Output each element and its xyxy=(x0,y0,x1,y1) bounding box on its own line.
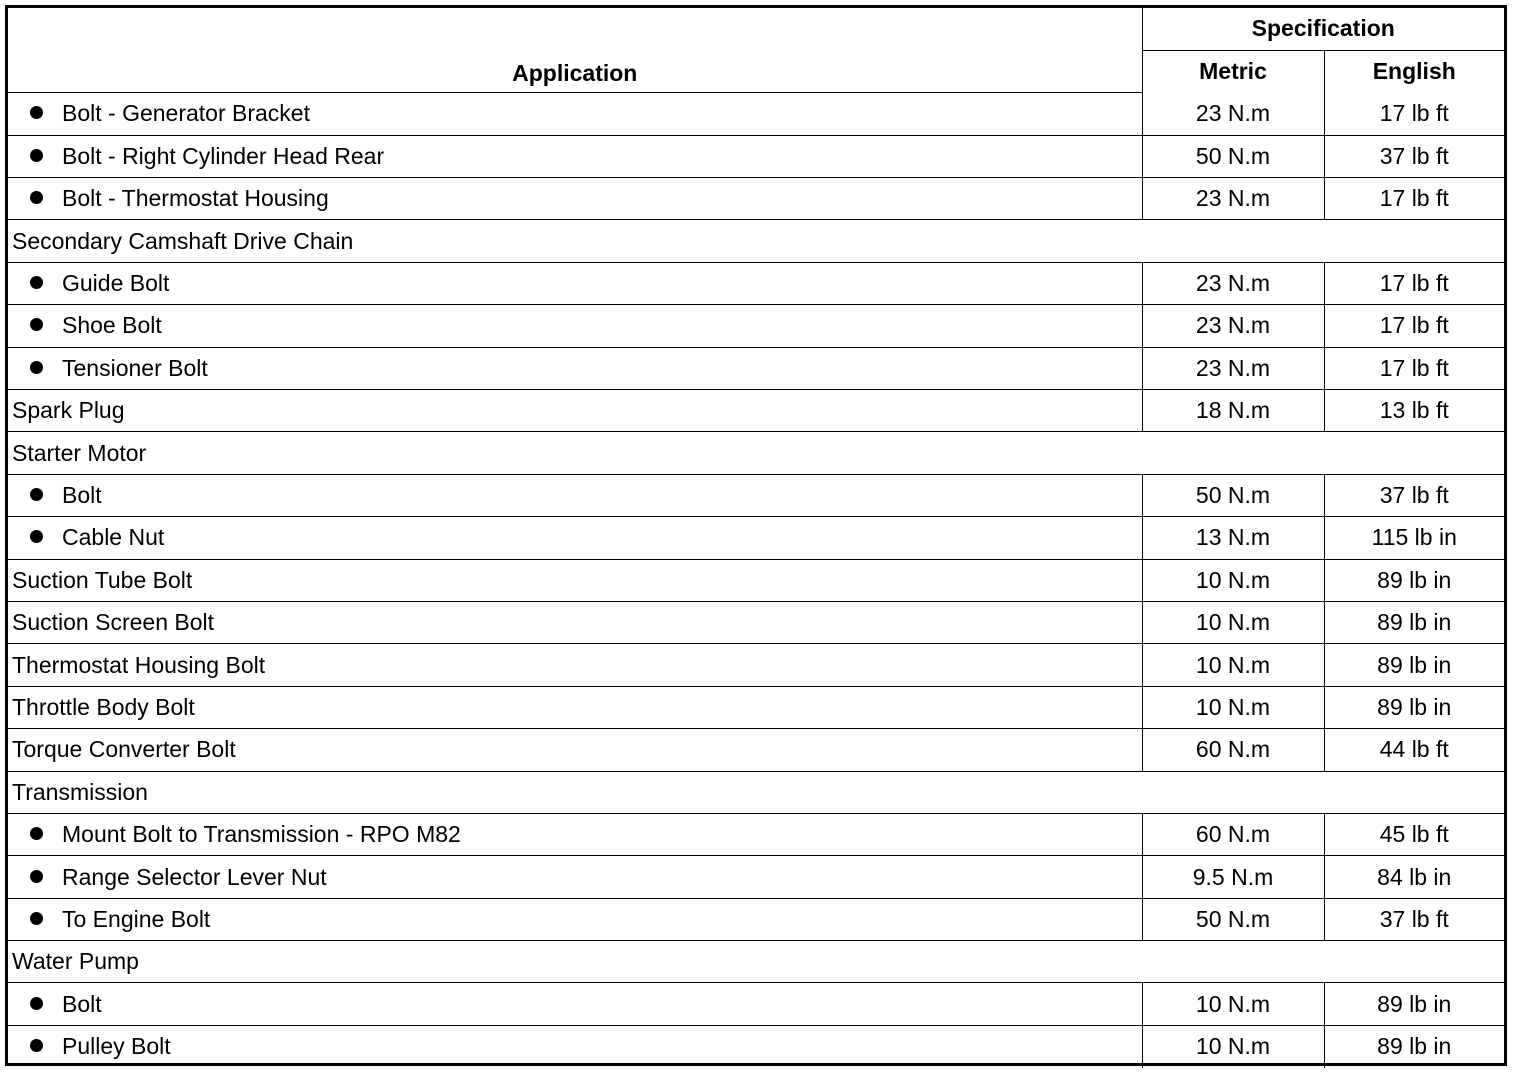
group-row xyxy=(8,941,1504,983)
english-value: 89 lb in xyxy=(1324,559,1504,601)
table-row xyxy=(8,93,1504,135)
metric-value: 10 N.m xyxy=(1142,1025,1324,1067)
english-value: 44 lb ft xyxy=(1324,729,1504,771)
bullet-icon xyxy=(30,149,43,162)
application-cell xyxy=(8,601,1142,643)
application-cell xyxy=(8,135,1142,177)
metric-value: 9.5 N.m xyxy=(1142,856,1324,898)
application-label: Thermostat Housing Bolt xyxy=(12,651,266,678)
metric-value: 10 N.m xyxy=(1142,983,1324,1025)
english-value: 89 lb in xyxy=(1324,1025,1504,1067)
application-cell xyxy=(8,93,1142,135)
bullet-icon xyxy=(30,318,43,331)
spec-table-frame xyxy=(5,5,1507,1066)
metric-value: 60 N.m xyxy=(1142,813,1324,855)
table-row xyxy=(8,813,1504,855)
application-cell xyxy=(8,1025,1142,1067)
metric-value: 18 N.m xyxy=(1142,390,1324,432)
table-row xyxy=(8,856,1504,898)
application-label: Bolt - Thermostat Housing xyxy=(62,185,329,212)
application-label: Bolt - Right Cylinder Head Rear xyxy=(62,142,385,169)
bullet-icon xyxy=(30,1039,43,1052)
application-cell xyxy=(8,813,1142,855)
english-value: 17 lb ft xyxy=(1324,262,1504,304)
application-cell xyxy=(8,262,1142,304)
table-row xyxy=(8,559,1504,601)
english-value: 84 lb in xyxy=(1324,856,1504,898)
application-label: Bolt xyxy=(62,990,102,1017)
application-label: Cable Nut xyxy=(62,524,165,551)
application-header: Application xyxy=(8,8,1142,93)
english-value: 37 lb ft xyxy=(1324,898,1504,940)
table-row xyxy=(8,1025,1504,1067)
bullet-icon xyxy=(30,276,43,289)
english-value: 17 lb ft xyxy=(1324,93,1504,135)
table-row xyxy=(8,729,1504,771)
application-label: Shoe Bolt xyxy=(62,312,162,339)
english-header: English xyxy=(1324,50,1504,92)
english-value: 45 lb ft xyxy=(1324,813,1504,855)
bullet-icon xyxy=(30,488,43,501)
english-value: 37 lb ft xyxy=(1324,135,1504,177)
bullet-icon xyxy=(30,106,43,119)
application-cell xyxy=(8,220,1504,262)
group-row xyxy=(8,771,1504,813)
metric-value: 10 N.m xyxy=(1142,559,1324,601)
metric-value: 60 N.m xyxy=(1142,729,1324,771)
bullet-icon xyxy=(30,361,43,374)
metric-value: 10 N.m xyxy=(1142,644,1324,686)
application-cell xyxy=(8,644,1142,686)
metric-header: Metric xyxy=(1142,50,1324,92)
group-row xyxy=(8,432,1504,474)
bullet-icon xyxy=(30,870,43,883)
application-label: Torque Converter Bolt xyxy=(12,736,236,763)
application-cell xyxy=(8,729,1142,771)
application-label: Secondary Camshaft Drive Chain xyxy=(12,227,354,254)
application-cell xyxy=(8,856,1142,898)
application-label: Transmission xyxy=(12,778,148,805)
table-row xyxy=(8,686,1504,728)
table-row xyxy=(8,474,1504,516)
metric-value: 23 N.m xyxy=(1142,262,1324,304)
table-row xyxy=(8,644,1504,686)
metric-value: 10 N.m xyxy=(1142,601,1324,643)
application-cell xyxy=(8,898,1142,940)
application-label: Starter Motor xyxy=(12,439,147,466)
english-value: 17 lb ft xyxy=(1324,178,1504,220)
table-row xyxy=(8,517,1504,559)
table-row xyxy=(8,178,1504,220)
application-cell xyxy=(8,517,1142,559)
bullet-icon xyxy=(30,997,43,1010)
application-label: Pulley Bolt xyxy=(62,1033,171,1060)
application-label: Suction Tube Bolt xyxy=(12,566,193,593)
application-cell xyxy=(8,432,1504,474)
english-value: 17 lb ft xyxy=(1324,347,1504,389)
application-cell xyxy=(8,559,1142,601)
metric-value: 50 N.m xyxy=(1142,135,1324,177)
table-row xyxy=(8,983,1504,1025)
application-label: Suction Screen Bolt xyxy=(12,609,215,636)
header-row-1 xyxy=(8,8,1504,50)
bullet-icon xyxy=(30,530,43,543)
english-value: 89 lb in xyxy=(1324,644,1504,686)
application-cell xyxy=(8,390,1142,432)
application-label: Guide Bolt xyxy=(62,270,170,297)
metric-value: 50 N.m xyxy=(1142,898,1324,940)
metric-value: 23 N.m xyxy=(1142,93,1324,135)
bullet-icon xyxy=(30,912,43,925)
metric-value: 23 N.m xyxy=(1142,305,1324,347)
english-value: 89 lb in xyxy=(1324,686,1504,728)
table-row xyxy=(8,135,1504,177)
application-label: Bolt xyxy=(62,481,102,508)
application-cell xyxy=(8,305,1142,347)
application-label: Tensioner Bolt xyxy=(62,354,208,381)
table-row xyxy=(8,305,1504,347)
application-label: Bolt - Generator Bracket xyxy=(62,100,310,127)
metric-value: 23 N.m xyxy=(1142,347,1324,389)
specification-header: Specification xyxy=(1142,8,1504,50)
table-row xyxy=(8,262,1504,304)
application-label: Water Pump xyxy=(12,948,139,975)
table-row xyxy=(8,390,1504,432)
application-label: Spark Plug xyxy=(12,397,125,424)
table-row xyxy=(8,601,1504,643)
application-cell xyxy=(8,941,1504,983)
application-cell xyxy=(8,771,1504,813)
english-value: 115 lb in xyxy=(1324,517,1504,559)
english-value: 89 lb in xyxy=(1324,983,1504,1025)
application-cell xyxy=(8,474,1142,516)
english-value: 37 lb ft xyxy=(1324,474,1504,516)
table-body xyxy=(8,93,1504,1068)
metric-value: 13 N.m xyxy=(1142,517,1324,559)
table-row xyxy=(8,347,1504,389)
english-value: 17 lb ft xyxy=(1324,305,1504,347)
application-label: Range Selector Lever Nut xyxy=(62,863,327,890)
application-cell xyxy=(8,983,1142,1025)
bullet-icon xyxy=(30,191,43,204)
group-row xyxy=(8,220,1504,262)
torque-spec-table xyxy=(8,8,1504,1068)
application-label: To Engine Bolt xyxy=(62,905,211,932)
metric-value: 10 N.m xyxy=(1142,686,1324,728)
application-cell xyxy=(8,178,1142,220)
english-value: 89 lb in xyxy=(1324,601,1504,643)
application-cell xyxy=(8,347,1142,389)
english-value: 13 lb ft xyxy=(1324,390,1504,432)
application-cell xyxy=(8,686,1142,728)
application-label: Throttle Body Bolt xyxy=(12,693,195,720)
table-row xyxy=(8,898,1504,940)
metric-value: 50 N.m xyxy=(1142,474,1324,516)
metric-value: 23 N.m xyxy=(1142,178,1324,220)
application-label: Mount Bolt to Transmission - RPO M82 xyxy=(62,821,461,848)
bullet-icon xyxy=(30,827,43,840)
